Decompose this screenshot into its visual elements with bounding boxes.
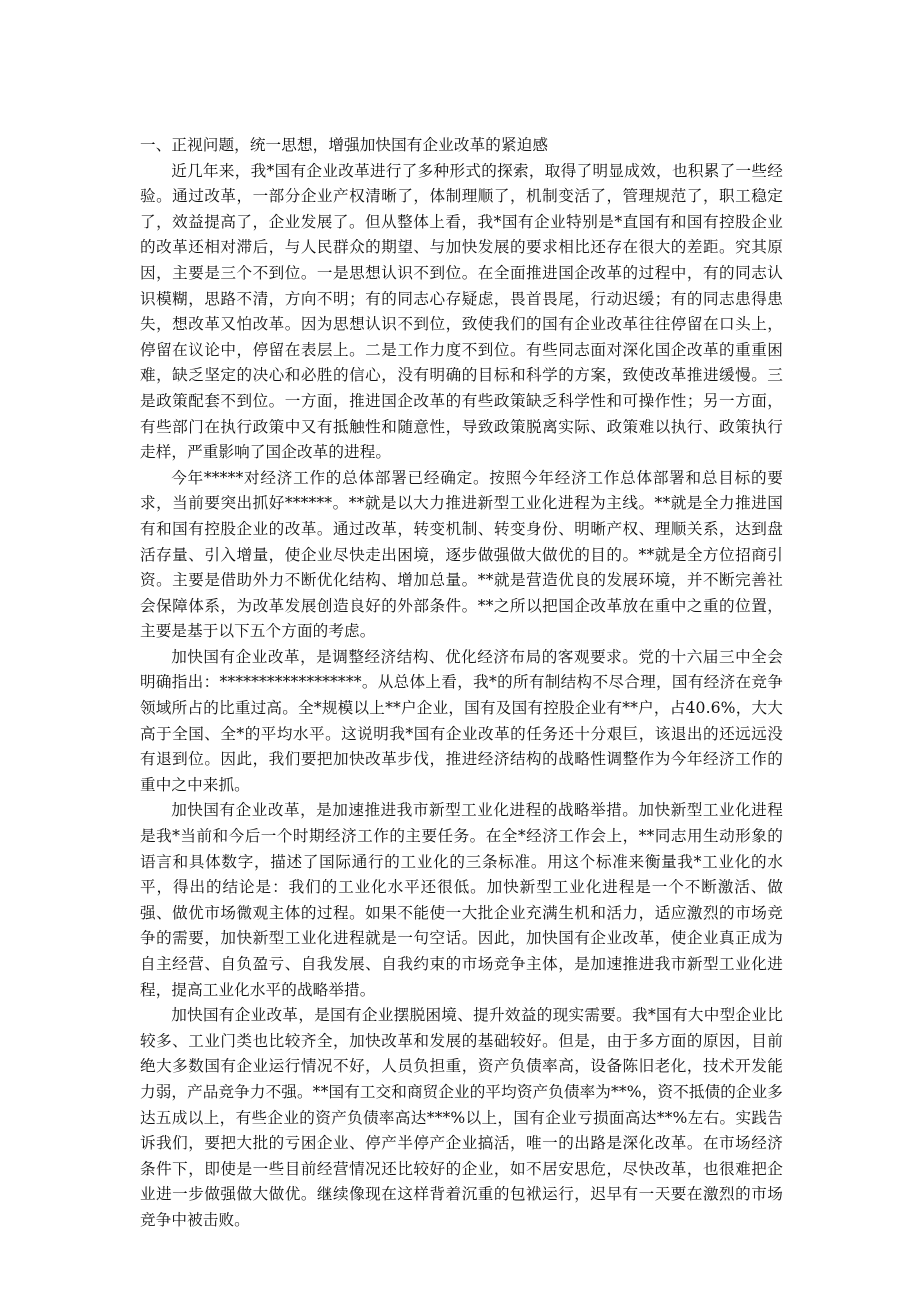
paragraph-1: 近几年来，我*国有企业改革进行了多种形式的探索，取得了明显成效，也积累了一些经验。通过改革，一部分企业产权清晰了，体制理顺了，机制变活了，管理规范了，职工稳定了，效益提高了，企业发展了。但从整体上看，我*国有企业特别是*直国有和国有控股企业的改革还相对滞后，与人民群众的期望、与加快发展的要求相比还存在很大的差距。究其原因，主要是三个不到位。一是思想认识不到位。在全面推进国企改革的过程中，有的同志认识模糊，思路不清，方向不明；有的同志心存疑虑，畏首畏尾，行动迟缓；有的同志患得患失，想改革又怕改革。因为思想认识不到位，致使我们的国有企业改革往往停留在口头上，停留在议论中，停留在表层上。二是工作力度不到位。有些同志面对深化国企改革的重重困难，缺乏坚定的决心和必胜的信心，没有明确的目标和科学的方案，致使改革推进缓慢。三是政策配套不到位。一方面，推进国企改革的有些政策缺乏科学性和可操作性；另一方面，有些部门在执行政策中又有抵触性和随意性，导致政策脱离实际、政策难以执行、政策执行走样，严重影响了国企改革的进程。 bbox=[140, 161, 783, 462]
section-heading: 一、正视问题，统一思想，增强加快国有企业改革的紧迫感 bbox=[140, 136, 549, 154]
paragraph-4: 加快国有企业改革，是加速推进我市新型工业化进程的战略举措。加快新型工业化进程是我*当前和今后一个时期经济工作的主要任务。在全*经济工作会上，**同志用生动形象的语言和具体数字，描述了国际通行的工业化的三条标准。用这个标准来衡量我*工业化的水平，得出的结论是：我们的工业化水平还很低。加快新型工业化进程是一个不断激活、做强、做优市场微观主体的过程。如果不能使一大批企业充满生机和活力，适应激烈的市场竞争的需要，加快新型工业化进程就是一句空话。因此，加快国有企业改革，使企业真正成为自主经营、自负盈亏、自我发展、自我约束的市场竞争主体，是加速推进我市新型工业化进程，提高工业化水平的战略举措。 bbox=[140, 801, 783, 999]
paragraph-5: 加快国有企业改革，是国有企业摆脱困境、提升效益的现实需要。我*国有大中型企业比较多、工业门类也比较齐全，加快改革和发展的基础较好。但是，由于多方面的原因，目前绝大多数国有企业运行情况不好，人员负担重，资产负债率高，设备陈旧老化，技术开发能力弱，产品竞争力不强。**国有工交和商贸企业的平均资产负债率为**%，资不抵债的企业多达五成以上，有些企业的资产负债率高达***%以上，国有企业亏损面高达**%左右。实践告诉我们，要把大批的亏困企业、停产半停产企业搞活，唯一的出路是深化改革。在市场经济条件下，即使是一些目前经营情况还比较好的企业，如不居安思危，尽快改革，也很难把企业进一步做强做大做优。继续像现在这样背着沉重的包袱运行，迟早有一天要在激烈的市场竞争中被击败。 bbox=[140, 1006, 783, 1229]
document-page bbox=[140, 133, 783, 1234]
paragraph-3: 加快国有企业改革，是调整经济结构、优化经济布局的客观要求。党的十六届三中全会明确指出：******************。从总体上看，我*的所有制结构不尽合理，国有经济在竞争领域所占的比重过高。全*规模以上**户企业，国有及国有控股企业有**户，占40.6%，大大高于全国、全*的平均水平。这说明我*国有企业改革的任务还十分艰巨，该退出的还远远没有退到位。因此，我们要把加快改革步伐，推进经济结构的战略性调整作为今年经济工作的重中之中来抓。 bbox=[140, 647, 783, 794]
paragraph-2: 今年*****对经济工作的总体部署已经确定。按照今年经济工作总体部署和总目标的要求，当前要突出抓好******。**就是以大力推进新型工业化进程为主线。**就是全力推进国有和国有控股企业的改革。通过改革，转变机制、转变身份、明晰产权、理顺关系，达到盘活存量、引入增量，使企业尽快走出困境，逐步做强做大做优的目的。**就是全方位招商引资。主要是借助外力不断优化结构、增加总量。**就是营造优良的发展环境，并不断完善社会保障体系，为改革发展创造良好的外部条件。**之所以把国企改革放在重中之重的位置，主要是基于以下五个方面的考虑。 bbox=[140, 468, 783, 641]
